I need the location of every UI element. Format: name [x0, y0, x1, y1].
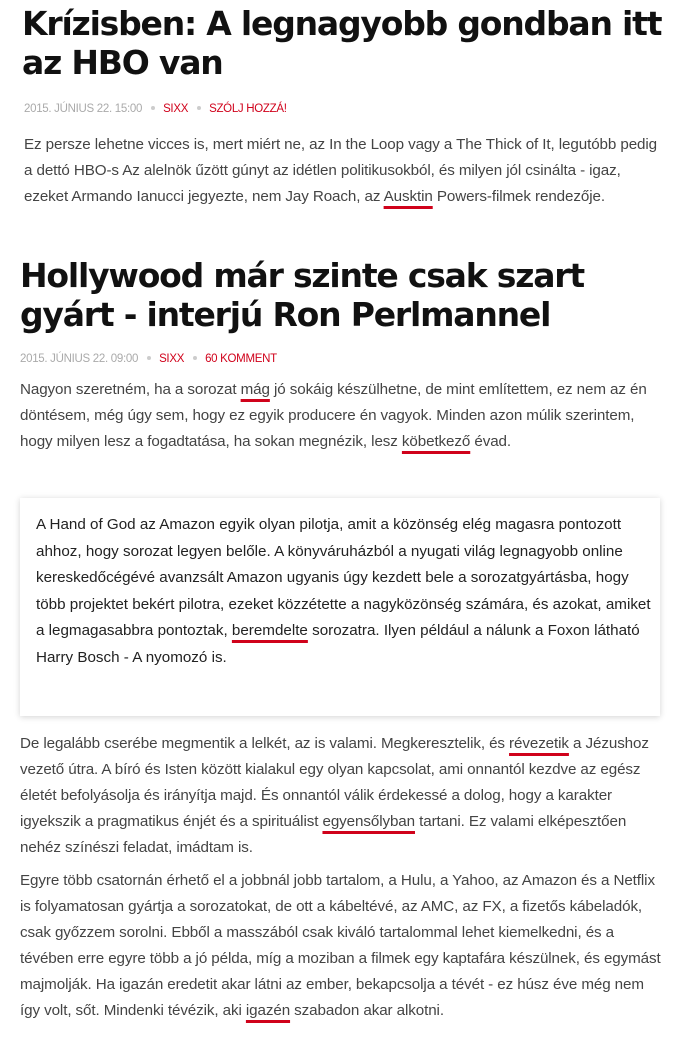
paragraph-text: Nagyon szeretném, ha a sorozat	[20, 381, 241, 398]
paragraph-text: a Jézushoz vezető útra. A bíró és Isten között kialakul egy olyan kapcsolat, ami onnantól kezdve az egész életét befolyásolja és irányítja majd. És onnantól válik érdekessé a dolog, hogy a karakter igyekszik a pragmatikus énjét és a spirituálist	[20, 735, 649, 830]
article-meta	[24, 102, 287, 116]
spelling-error: mág	[240, 381, 270, 398]
paragraph-text: jó sokáig készülhetne, de mint említettem, ez nem az én döntésem, még úgy sem, hogy ez egyik producere én vagyok. Minden azon múlik szerintem, hogy milyen lesz a fogadtatása, ha sokan megnézik, lesz	[20, 381, 647, 450]
meta-separator-dot	[193, 356, 197, 360]
spelling-error: révezetik	[509, 735, 569, 752]
article-title[interactable]: Hollywood már szinte csak szart gyárt - interjú Ron Perlmannel	[20, 256, 584, 334]
comments-link[interactable]: 60 KOMMENT	[205, 353, 277, 365]
spelling-error: köbetkező	[401, 433, 471, 450]
author-link[interactable]: SIXX	[159, 353, 185, 365]
quote-text-part: sorozatra. Ilyen például a nálunk a Foxon látható Harry Bosch - A nyomozó is.	[36, 622, 640, 666]
excerpt-text: Powers-filmek rendezője.	[432, 188, 605, 205]
article-paragraph	[20, 731, 664, 861]
meta-separator-dot	[151, 106, 155, 110]
paragraph-text: évad.	[470, 433, 512, 450]
spelling-error: beremdelte	[231, 622, 308, 639]
paragraph-text: szabadon akar alkotni.	[290, 1002, 444, 1019]
quote-text-part: A Hand of God az Amazon egyik olyan pilotja, amit a közönség elég magasra pontozott ahhoz, hogy sorozat legyen belőle. A könyváruházból a nyugati világ legnagyobb online kereskedőcégévé avanzsált Amazon ugyanis úgy kezdett bele a sorozatgyártásba, hogy több projektet bekért pilotra, ezeket közzétette a nagyközönség számára, és azokat, amiket a legmagasabbra pontoztak,	[36, 516, 651, 639]
blockquote	[20, 498, 660, 716]
paragraph-text: De legalább cserébe megmentik a lelkét, az is valami. Megkeresztelik, és	[20, 735, 510, 752]
paragraph-text: Egyre több csatornán érhető el a jobbnál jobb tartalom, a Hulu, a Yahoo, az Amazon és a Netflix is folyamatosan gyártja a sorozatokat, de ott a kábeltévé, az AMC, az FX, a fizetős kábeladók, csak győzzem sorolni. Ebből a masszából csak kiváló tartalommal lehet kiemelkedni, és a tévében erre egyre több a jó példa, míg a moziban a filmek egy kaptafára készülnek, és egymást majmolják. Ha igazán eredetit akar látni az ember, bekapcsolja a tévét - ez húsz éve még nem így volt, sőt. Mindenki tévézik, aki	[20, 872, 661, 1019]
post-date: 2015. JÚNIUS 22. 09:00	[20, 353, 139, 365]
spelling-error: igazén	[245, 1002, 291, 1019]
article-meta	[20, 352, 277, 366]
quote-text	[36, 512, 652, 671]
author-link[interactable]: SIXX	[163, 103, 189, 115]
excerpt-text: Ez persze lehetne vicces is, mert miért ne, az In the Loop vagy a The Thick of It, legutóbb pedig a dettó HBO-s Az alelnök űzött gúnyt az idétlen politikusokból, és milyen jól csinálta - igaz, ezeket Armando Ianucci jegyezte, nem Jay Roach, az	[24, 136, 658, 205]
comments-link[interactable]: SZÓLJ HOZZÁ!	[209, 103, 287, 115]
post-date: 2015. JÚNIUS 22. 15:00	[24, 103, 143, 115]
article-title[interactable]: Krízisben: A legnagyobb gondban itt az HBO van	[22, 4, 662, 82]
meta-separator-dot	[147, 356, 151, 360]
spelling-error: Ausktin	[383, 188, 433, 205]
article-excerpt	[24, 132, 664, 210]
meta-separator-dot	[197, 106, 201, 110]
spelling-error: egyensőlyban	[322, 813, 415, 830]
paragraph-text: tartani. Ez valami elképesztően nehéz színészi feladat, imádtam is.	[20, 813, 627, 856]
article-paragraph	[20, 868, 664, 1024]
article-paragraph	[20, 377, 664, 455]
